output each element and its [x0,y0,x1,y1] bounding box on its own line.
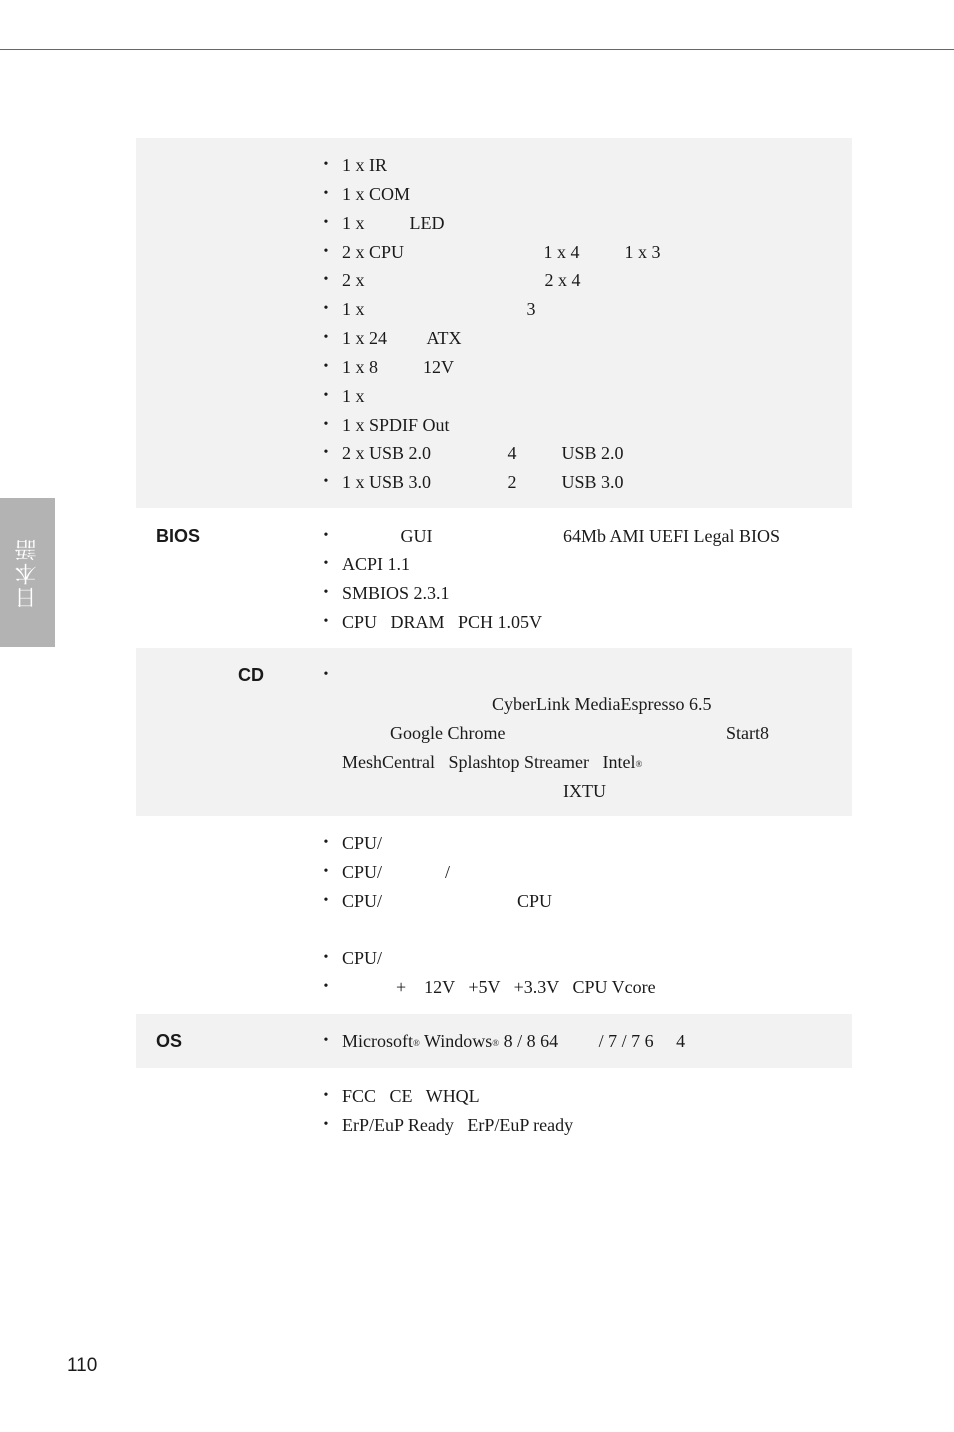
section-support-cd [136,648,852,816]
bullet-icon: • [323,330,329,345]
bullet-icon: • [323,272,329,287]
bullet-icon: • [323,950,329,965]
page-number: 110 [67,1355,98,1376]
section-hardware-monitor: • CPU/ • CPU/ / • CPU/ CPU • CPU/ • + 12V +5V +3.3V CPU Vcore [136,816,852,1014]
bullet-icon: • [323,215,329,230]
bullet-icon: • [323,1033,329,1048]
bullet-icon: • [323,474,329,489]
section-label-cd: CD [238,665,264,685]
cd-line: IXTU [563,781,606,801]
bullet-icon: • [323,244,329,259]
bullet-icon: • [323,585,329,600]
bullet-icon: • [323,528,329,543]
bullet-icon: • [323,157,329,172]
bullet-icon: • [323,556,329,571]
section-label-bios: BIOS [156,526,201,546]
section-os: OS • Microsoft® Windows® 8 / 8 64 / 7 / 7 6 4 [136,1014,852,1068]
bullet-icon: • [323,667,329,682]
bullet-icon: • [323,445,329,460]
bullet-icon: • [323,301,329,316]
cd-line: Google Chrome [390,723,506,743]
bullet-icon: • [323,835,329,850]
bullet-icon: • [323,864,329,879]
registered-mark: ® [492,1038,500,1048]
cd-line: Start8 [726,723,769,743]
section-label-os: OS [156,1031,183,1051]
spec-table [136,138,852,1148]
language-tab [0,498,55,647]
bullet-icon: • [323,359,329,374]
bullet-icon: • [323,388,329,403]
section-connectors: • 1 x IR • 1 x COM • 1 x LED • 2 x CPU 1 x 4 1 x 3 • 2 x 2 x 4 • 1 x 3 • 1 x 24 ATX • 1 x 8 12V • 1 x • 1 x SPDIF Out • 2 x USB 2.0 4 USB 2.0 • 1 x USB 3.0 2 USB 3.0 [136,138,852,508]
cd-line: CyberLink MediaEspresso 6.5 [492,694,712,714]
registered-mark: ® [635,759,643,769]
section-certifications: • FCC CE WHQL • ErP/EuP Ready ErP/EuP ready [136,1068,852,1148]
bullet-icon: • [323,979,329,994]
section-bios: BIOS • GUI 64Mb AMI UEFI Legal BIOS • ACPI 1.1 • SMBIOS 2.3.1 • CPU DRAM PCH 1.05V [136,508,852,648]
bullet-icon: • [323,614,329,629]
header-rule [0,49,954,50]
bullet-icon: • [323,893,329,908]
bullet-icon: • [323,1117,329,1132]
cd-line: MeshCentral Splashtop Streamer Intel® [342,752,643,772]
bullet-icon: • [323,1088,329,1103]
bullet-icon: • [323,417,329,432]
bullet-icon: • [323,186,329,201]
registered-mark: ® [413,1038,420,1048]
language-tab-label: 日本語 [15,536,40,609]
